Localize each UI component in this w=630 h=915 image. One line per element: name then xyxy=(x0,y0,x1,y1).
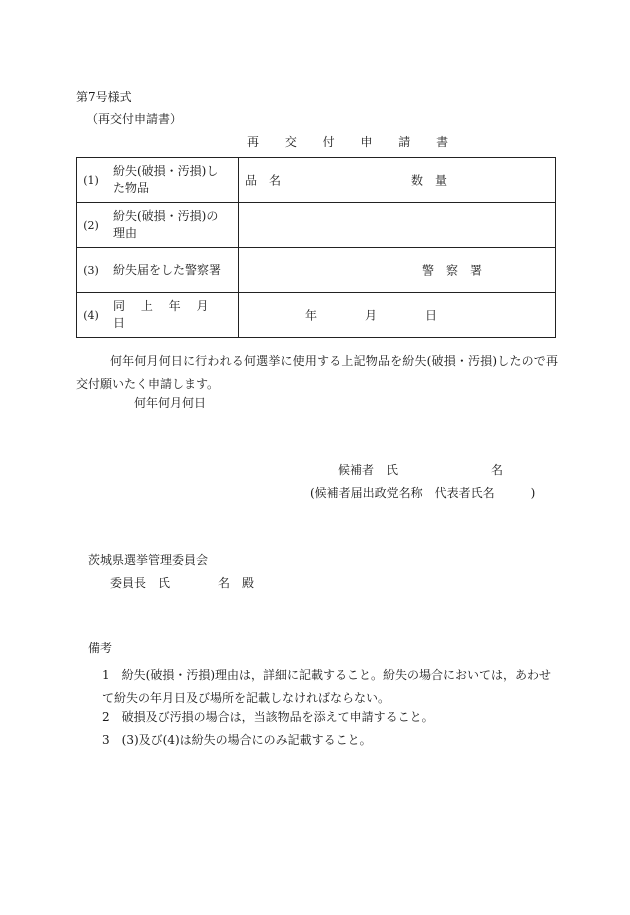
table-row xyxy=(77,248,556,293)
police-station-label: 警 察 署 xyxy=(422,263,483,278)
candidate-name-suffix: 名 xyxy=(491,463,504,477)
item-name-label: 品 名 xyxy=(245,173,282,188)
note-item-2: 2 破損及び汚損の場合は，当該物品を添えて申請すること。 xyxy=(102,710,434,724)
reason-field-cell[interactable] xyxy=(239,203,556,248)
row-label: 紛失届をした警察署 xyxy=(105,248,239,293)
notes-heading: 備考 xyxy=(88,641,113,655)
candidate-label: 候補者 氏 xyxy=(338,463,399,477)
table-row xyxy=(77,203,556,248)
page-title: 再 交 付 申 請 書 xyxy=(247,135,460,149)
table-row xyxy=(77,158,556,203)
day-label: 日 xyxy=(425,308,438,323)
form-number: 第7号様式 xyxy=(76,90,132,104)
row-number: (4) xyxy=(77,293,106,338)
row-number: (2) xyxy=(77,203,106,248)
addressee-org: 茨城県選挙管理委員会 xyxy=(88,553,209,567)
row-label: 紛失(破損・汚損)の理由 xyxy=(105,203,239,248)
addressee-chair: 委員長 氏 名 殿 xyxy=(110,576,255,590)
row-number: (3) xyxy=(77,248,106,293)
note-item-1: 1 紛失(破損・汚損)理由は，詳細に記載すること。紛失の場合においては，あわせて紛失の年月日及び場所を記載しなければならない。 xyxy=(102,668,552,705)
date-field-cell[interactable] xyxy=(239,293,556,338)
party-note: (候補者届出政党名称 代表者氏名 ) xyxy=(310,486,536,500)
quantity-label: 数 量 xyxy=(411,173,448,188)
item-field-cell[interactable] xyxy=(239,158,556,203)
month-label: 月 xyxy=(365,308,378,323)
row-label: 紛失(破損・汚損)した物品 xyxy=(105,158,239,203)
year-label: 年 xyxy=(305,308,318,323)
application-statement: 何年何月何日に行われる何選挙に使用する上記物品を紛失(破損・汚損)したので再交付願いたく申請します。 xyxy=(76,354,558,391)
note-item-3: 3 (3)及び(4)は紛失の場合にのみ記載すること。 xyxy=(102,733,372,747)
row-number: (1) xyxy=(77,158,106,203)
police-field-cell[interactable] xyxy=(239,248,556,293)
application-date: 何年何月何日 xyxy=(134,396,207,410)
application-table xyxy=(76,157,556,338)
row-label: 同 上 年 月 日 xyxy=(105,293,239,338)
table-row xyxy=(77,293,556,338)
form-subtitle: （再交付申請書） xyxy=(86,112,183,126)
